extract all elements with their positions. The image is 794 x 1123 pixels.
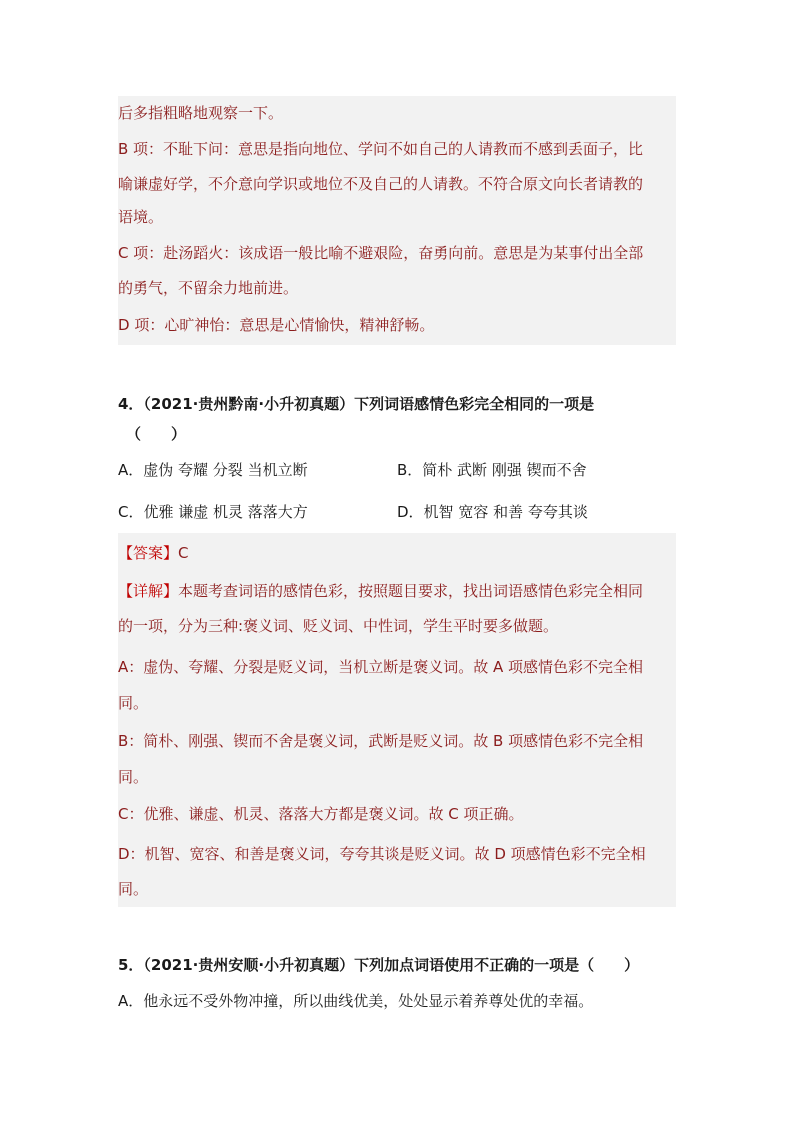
question-4-title: 4．（2021·贵州黔南·小升初真题）下列词语感情色彩完全相同的一项是 <box>118 395 595 413</box>
question-4-option-b: B．简朴 武断 刚强 锲而不舍 <box>397 461 587 479</box>
detail-line: 同。 <box>118 768 149 786</box>
detail-text: 本题考查词语的感情色彩，按照题目要求，找出词语感情色彩完全相同 <box>178 582 644 600</box>
explanation-line: D 项：心旷神怡：意思是心情愉快，精神舒畅。 <box>118 316 435 334</box>
detail-line: D：机智、宽容、和善是褒义词，夸夸其谈是贬义词。故 D 项感情色彩不完全相 <box>118 845 646 863</box>
question-4-option-d: D．机智 宽容 和善 夸夸其谈 <box>397 503 588 521</box>
detail-line: B：简朴、刚强、锲而不舍是褒义词，武断是贬义词。故 B 项感情色彩不完全相 <box>118 732 644 750</box>
answer-value: C <box>178 544 189 562</box>
answer-label: 【答案】 <box>118 544 179 562</box>
question-4-paren: （ ） <box>126 425 187 443</box>
detail-line <box>118 581 676 601</box>
question-5-title: 5．（2021·贵州安顺·小升初真题）下列加点词语使用不正确的一项是（ ） <box>118 956 640 974</box>
detail-line: 同。 <box>118 880 149 898</box>
question-4-option-c: C．优雅 谦虚 机灵 落落大方 <box>118 503 308 521</box>
explanation-line: 喻谦虚好学，不介意向学识或地位不及自己的人请教。不符合原文向长者请教的 <box>118 175 644 193</box>
detail-line: A：虚伪、夸耀、分裂是贬义词，当机立断是褒义词。故 A 项感情色彩不完全相 <box>118 658 644 676</box>
answer-block-q4 <box>118 533 676 907</box>
detail-line: 的一项，分为三种:褒义词、贬义词、中性词，学生平时要多做题。 <box>118 617 559 635</box>
explanation-block-q3 <box>118 96 676 345</box>
detail-line: C：优雅、谦虚、机灵、落落大方都是褒义词。故 C 项正确。 <box>118 805 524 823</box>
explanation-line: 语境。 <box>118 208 164 226</box>
explanation-line: 的勇气，不留余力地前进。 <box>118 279 299 297</box>
detail-label: 【详解】 <box>118 582 179 600</box>
detail-line: 同。 <box>118 694 149 712</box>
answer-line <box>118 543 676 563</box>
explanation-line: C 项：赴汤蹈火：该成语一般比喻不避艰险，奋勇向前。意思是为某事付出全部 <box>118 244 644 262</box>
question-4-option-a: A．虚伪 夸耀 分裂 当机立断 <box>118 461 308 479</box>
question-5-option-a: A．他永远不受外物冲撞，所以曲线优美，处处显示着养尊处优的幸福。 <box>118 992 594 1010</box>
explanation-line: 后多指粗略地观察一下。 <box>118 104 284 122</box>
explanation-line: B 项：不耻下问：意思是指向地位、学问不如自己的人请教而不感到丢面子，比 <box>118 140 644 158</box>
